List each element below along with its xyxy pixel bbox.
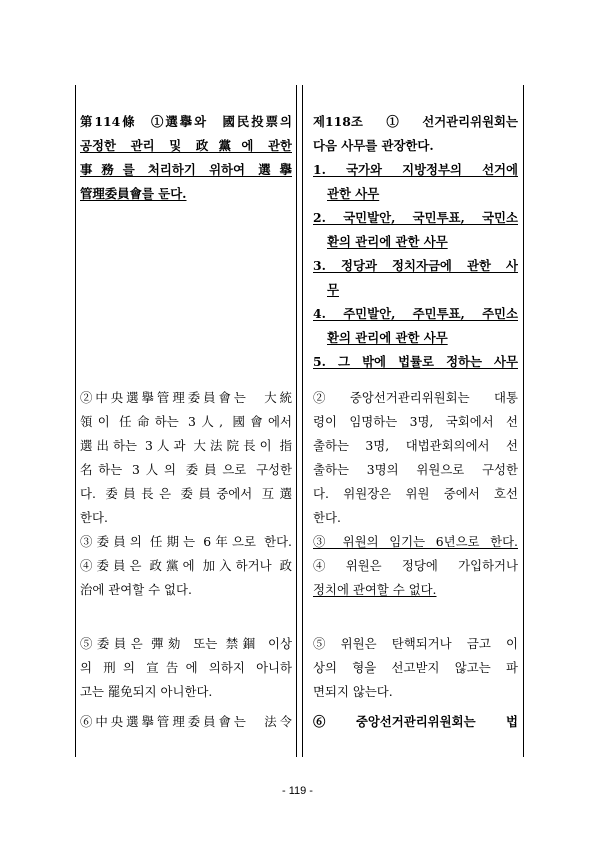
article-text-line: ④ 위원은 정당에 가입하거나 bbox=[313, 558, 518, 573]
article-text-line: ⑥ 중앙선거관리위원회는 법 bbox=[313, 714, 518, 729]
article-heading-line: 第114條 ①選擧와 國民投票의 bbox=[80, 114, 292, 129]
article-text-line: ⑥中央選擧管理委員會는 法令 bbox=[80, 714, 292, 729]
column-divider-right bbox=[302, 85, 303, 757]
article-text-line: 한다. bbox=[313, 510, 341, 525]
article-text-line: 다. 委員長은 委員중에서 互選 bbox=[80, 486, 292, 501]
article-text-line: 관한 사무 bbox=[327, 186, 380, 201]
article-text-line: 다음 사무를 관장한다. bbox=[313, 138, 434, 153]
article-text-line: ④委員은 政黨에 加入하거나 政 bbox=[80, 558, 292, 573]
article-text-line: ⑤ 위원은 탄핵되거나 금고 이 bbox=[313, 636, 518, 651]
article-text-line: 무 bbox=[327, 282, 339, 297]
article-text-line: 選出하는 3人과 大法院長이 指 bbox=[80, 438, 292, 453]
article-text-line: ②中央選擧管理委員會는 大統 bbox=[80, 390, 292, 405]
left-margin-line bbox=[75, 85, 76, 757]
article-text-line: 환의 관리에 관한 사무 bbox=[327, 234, 448, 249]
article-text-line: 領이 任命하는 3人, 國會에서 bbox=[80, 414, 292, 429]
article-text-line: 의 刑의 宣告에 의하지 아니하 bbox=[80, 660, 292, 675]
article-text-line: 5. 그 밖에 법률로 정하는 사무 bbox=[313, 354, 518, 369]
article-text-line: 3. 정당과 정치자금에 관한 사 bbox=[313, 258, 518, 273]
article-text-line: 정치에 관여할 수 없다. bbox=[313, 582, 437, 597]
article-text-line: 상의 형을 선고받지 않고는 파 bbox=[313, 660, 518, 675]
article-text-line: 管理委員會를 둔다. bbox=[80, 186, 187, 201]
article-text-line: 출하는 3명의 위원으로 구성한 bbox=[313, 462, 518, 477]
article-text-line: 名하는 3人의 委員으로 구성한 bbox=[80, 462, 292, 477]
article-text-line: 환의 관리에 관한 사무 bbox=[327, 330, 448, 345]
article-heading-line: 제118조 ① 선거관리위원회는 bbox=[313, 114, 518, 129]
article-text-line: ⑤委員은 彈劾 또는 禁錮 이상 bbox=[80, 636, 292, 651]
article-text-line: 면되지 않는다. bbox=[313, 684, 393, 699]
article-text-line: 공정한 관리 및 政黨에 관한 bbox=[80, 138, 292, 153]
article-text-line: 다. 위원장은 위원 중에서 호선 bbox=[313, 486, 518, 501]
article-text-line: 고는 罷免되지 아니한다. bbox=[80, 684, 213, 699]
column-divider-left bbox=[296, 85, 297, 757]
article-text-line: 治에 관여할 수 없다. bbox=[80, 582, 192, 597]
article-text-line: 事務를 처리하기 위하여 選擧 bbox=[80, 162, 292, 177]
article-text-line: 령이 임명하는 3명, 국회에서 선 bbox=[313, 414, 518, 429]
right-margin-line bbox=[523, 85, 524, 757]
article-text-line: ③ 위원의 임기는 6년으로 한다. bbox=[313, 534, 518, 549]
article-text-line: 2. 국민발안, 국민투표, 국민소 bbox=[313, 210, 518, 225]
article-text-line: 출하는 3명, 대법관회의에서 선 bbox=[313, 438, 518, 453]
article-text-line: 4. 주민발안, 주민투표, 주민소 bbox=[313, 306, 518, 321]
article-text-line: ③委員의 任期는 6年으로 한다. bbox=[80, 534, 292, 549]
article-text-line: 한다. bbox=[80, 510, 108, 525]
article-text-line: 1. 국가와 지방정부의 선거에 bbox=[313, 162, 518, 177]
page-number: - 119 - bbox=[282, 785, 313, 797]
article-text-line: ② 중앙선거관리위원회는 대통 bbox=[313, 390, 518, 405]
